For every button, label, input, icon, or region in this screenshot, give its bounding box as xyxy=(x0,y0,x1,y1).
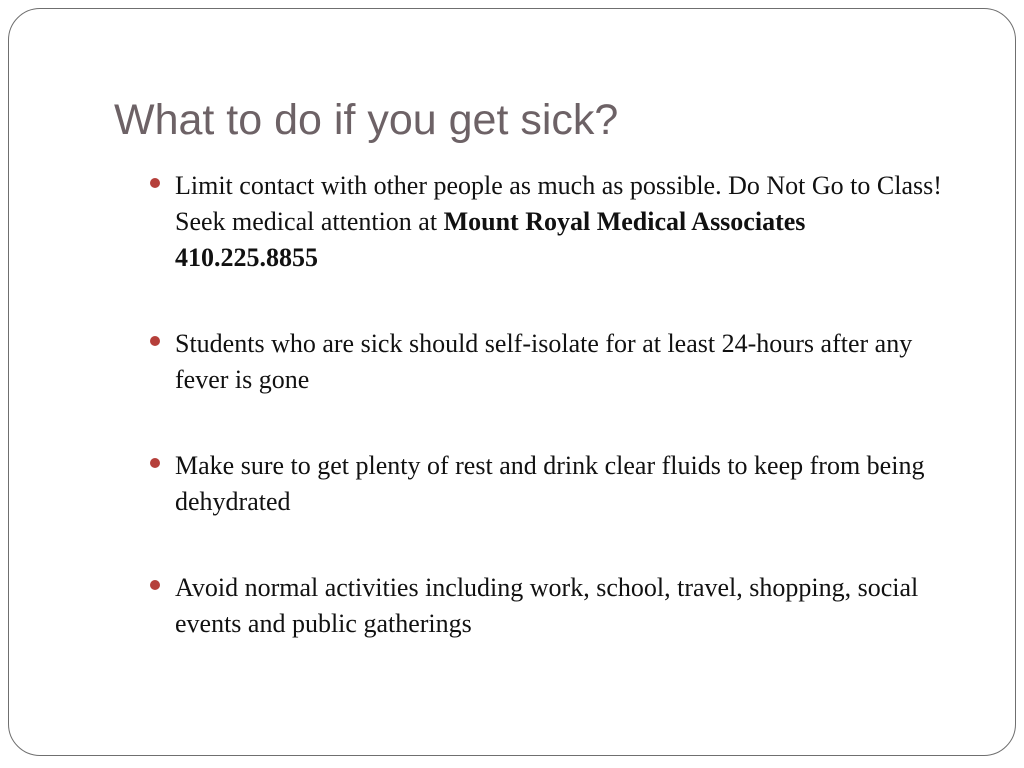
bullet-text: Limit contact with other people as much as possible. Do Not Go to Class! Seek medical attention at xyxy=(175,171,942,236)
slide-title: What to do if you get sick? xyxy=(114,96,619,144)
bullet-icon xyxy=(150,458,160,468)
clinic-contact-text: Mount Royal Medical Associates 410.225.8855 xyxy=(175,207,806,272)
bullet-icon xyxy=(150,336,160,346)
bullet-icon xyxy=(150,178,160,188)
bullet-item-rest-fluids xyxy=(150,448,950,520)
bullet-item-self-isolate xyxy=(150,326,950,398)
bullet-text: Avoid normal activities including work, school, travel, shopping, social events and public gatherings xyxy=(175,573,919,638)
bullet-icon xyxy=(150,580,160,590)
bullet-list xyxy=(150,168,950,642)
bullet-item-avoid-activities xyxy=(150,570,950,642)
bullet-text: Students who are sick should self-isolate for at least 24-hours after any fever is gone xyxy=(175,329,913,394)
bullet-text: Make sure to get plenty of rest and drink clear fluids to keep from being dehydrated xyxy=(175,451,925,516)
bullet-item-limit-contact xyxy=(150,168,950,276)
